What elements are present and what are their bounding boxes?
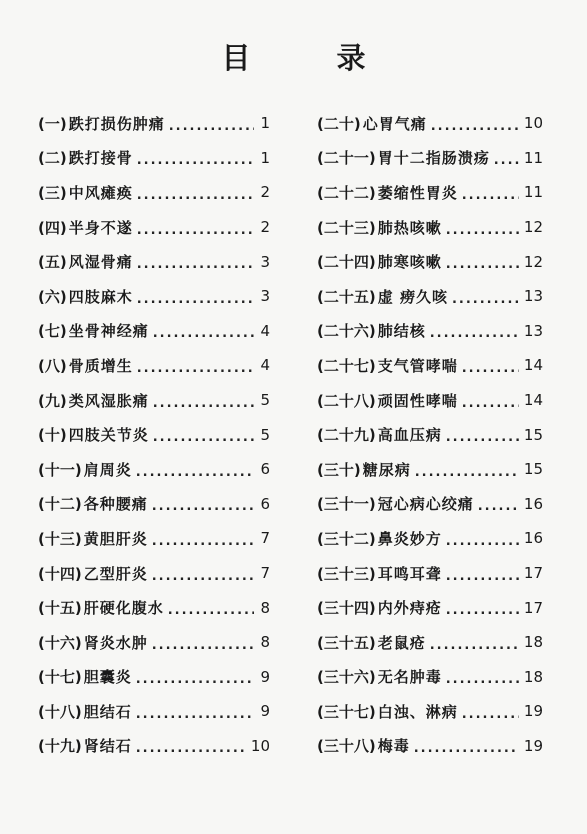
toc-entry-number: (三十): [317, 460, 361, 479]
toc-entry-title: 白浊、淋病: [377, 702, 458, 721]
toc-entry-page: 14: [523, 356, 543, 375]
toc-entry-number: (三十六): [317, 668, 376, 687]
toc-leader-dots: [446, 258, 519, 271]
toc-entry-page: 2: [260, 183, 270, 202]
toc-entry-page: 13: [523, 287, 543, 306]
toc-entry-page: 12: [523, 252, 543, 271]
toc-entry-title: 老鼠疮: [377, 633, 426, 652]
toc-entry: [38, 244, 270, 279]
toc-leader-dots: [137, 293, 254, 306]
toc-entry: [38, 210, 270, 245]
toc-entry-title: 肺寒咳嗽: [377, 253, 442, 272]
toc-entry-page: 18: [523, 633, 543, 652]
toc-entry-number: (三): [38, 183, 67, 202]
toc-leader-dots: [136, 466, 254, 479]
toc-entry-page: 12: [523, 218, 543, 237]
toc-entry: [317, 694, 543, 729]
toc-entry-page: 9: [260, 667, 270, 686]
toc-entry: [317, 521, 543, 556]
toc-entry-page: 6: [260, 494, 270, 513]
toc-entry-number: (二十八): [317, 391, 376, 410]
toc-leader-dots: [153, 397, 254, 410]
toc-entry-title: 支气管哮喘: [377, 356, 458, 375]
toc-entry: [38, 452, 270, 487]
toc-entry: [38, 694, 270, 729]
toc-entry-title: 骨质增生: [68, 356, 133, 375]
toc-entry-page: 6: [260, 460, 270, 479]
toc-entry-title: 肝硬化腹水: [83, 599, 164, 618]
toc-entry-page: 1: [260, 148, 270, 167]
toc-entry-page: 18: [523, 667, 543, 686]
toc-entry-title: 肺结核: [377, 322, 426, 341]
toc-entry-page: 5: [260, 425, 270, 444]
toc-leader-dots: [152, 570, 254, 583]
toc-entry-number: (二十六): [317, 322, 376, 341]
toc-leader-dots: [446, 570, 519, 583]
toc-entry-title: 胃十二指肠溃疡: [377, 149, 490, 168]
toc-entry-title: 跌打损伤肿痛: [68, 114, 165, 133]
page-title: 目 录: [221, 41, 404, 75]
toc-entry-number: (二十四): [317, 253, 376, 272]
toc-entry: [317, 348, 543, 383]
toc-entry-title: 糖尿病: [362, 460, 411, 479]
toc-leader-dots: [168, 604, 254, 617]
toc-entry-page: 17: [523, 598, 543, 617]
toc-entry-number: (二十九): [317, 426, 376, 445]
toc-entry-page: 17: [523, 564, 543, 583]
toc-entry-number: (三十五): [317, 633, 376, 652]
toc-entry-page: 3: [260, 252, 270, 271]
toc-entry-number: (二十七): [317, 356, 376, 375]
toc-entry-page: 7: [260, 564, 270, 583]
toc-entry-title: 顽固性哮喘: [377, 391, 458, 410]
toc-leader-dots: [152, 535, 254, 548]
toc-entry: [317, 487, 543, 522]
toc-entry-number: (二十一): [317, 149, 376, 168]
toc-entry-title: 冠心病心绞痛: [377, 495, 474, 514]
toc-entry-title: 四肢关节炎: [68, 426, 149, 445]
toc-leader-dots: [431, 120, 519, 133]
toc-entry-title: 乙型肝炎: [83, 564, 148, 583]
toc-column-right: [317, 106, 543, 763]
toc-leader-dots: [430, 639, 519, 652]
toc-leader-dots: [136, 708, 254, 721]
toc-entry-number: (二十二): [317, 183, 376, 202]
toc-leader-dots: [137, 362, 254, 375]
toc-entry-number: (十八): [38, 702, 82, 721]
toc-leader-dots: [446, 604, 519, 617]
toc-entry-number: (二): [38, 149, 67, 168]
toc-entry-title: 鼻炎妙方: [377, 529, 442, 548]
toc-entry: [38, 383, 270, 418]
toc-entry-title: 肾炎水肿: [83, 633, 148, 652]
toc-leader-dots: [462, 189, 519, 202]
toc-entry-page: 14: [523, 391, 543, 410]
toc-leader-dots: [169, 120, 254, 133]
toc-entry-page: 16: [523, 494, 543, 513]
toc-leader-dots: [137, 224, 254, 237]
toc-leader-dots: [446, 431, 519, 444]
toc-leader-dots: [153, 431, 254, 444]
toc-entry-number: (二十三): [317, 218, 376, 237]
toc-entry-number: (三十一): [317, 495, 376, 514]
toc-column-left: [38, 106, 270, 763]
toc-leader-dots: [430, 327, 519, 340]
toc-entry-number: (九): [38, 391, 67, 410]
toc-entry-number: (七): [38, 322, 67, 341]
toc-entry-page: 3: [260, 287, 270, 306]
toc-entry-title: 黄胆肝炎: [83, 529, 148, 548]
toc-entry-number: (六): [38, 287, 67, 306]
toc-entry-page: 19: [523, 702, 543, 721]
toc-leader-dots: [462, 397, 519, 410]
toc-entry: [38, 106, 270, 141]
toc-entry-number: (三十三): [317, 564, 376, 583]
toc-entry: [317, 175, 543, 210]
toc-entry: [38, 348, 270, 383]
toc-entry-number: (三十八): [317, 737, 376, 756]
toc-entry-page: 11: [523, 148, 543, 167]
toc-leader-dots: [137, 189, 254, 202]
toc-entry: [317, 590, 543, 625]
toc-entry-page: 15: [523, 460, 543, 479]
toc-leader-dots: [462, 708, 519, 721]
toc-leader-dots: [153, 327, 254, 340]
toc-leader-dots: [152, 639, 254, 652]
toc-entry-page: 15: [523, 425, 543, 444]
toc-entry-title: 类风湿胀痛: [68, 391, 149, 410]
toc-entry: [38, 521, 270, 556]
toc-entry: [317, 452, 543, 487]
toc-entry-title: 肩周炎: [83, 460, 132, 479]
toc-entry-number: (十二): [38, 495, 82, 514]
toc-entry: [317, 210, 543, 245]
toc-entry-title: 肾结石: [83, 737, 132, 756]
toc-leader-dots: [137, 154, 254, 167]
toc-entry-page: 5: [260, 391, 270, 410]
toc-entry: [38, 314, 270, 349]
toc-leader-dots: [136, 742, 247, 755]
toc-entry-page: 13: [523, 321, 543, 340]
toc-entry-page: 1: [260, 114, 270, 133]
toc-entry-title: 高血压病: [377, 426, 442, 445]
toc-entry: [38, 625, 270, 660]
toc-entry-number: (八): [38, 356, 67, 375]
toc-entry-page: 19: [523, 736, 543, 755]
toc-entry-number: (二十): [317, 114, 361, 133]
toc-entry-page: 8: [260, 633, 270, 652]
toc-entry-title: 四肢麻木: [68, 287, 133, 306]
toc-entry-page: 8: [260, 598, 270, 617]
toc-entry-page: 4: [260, 321, 270, 340]
toc-entry: [38, 660, 270, 695]
toc-entry: [317, 314, 543, 349]
toc-entry-title: 耳鸣耳聋: [377, 564, 442, 583]
toc-entry: [317, 383, 543, 418]
toc-entry-number: (十五): [38, 599, 82, 618]
toc-entry-number: (十): [38, 426, 67, 445]
toc-entry-title: 跌打接骨: [68, 149, 133, 168]
toc-entry-title: 梅毒: [377, 737, 410, 756]
toc-entry-page: 11: [523, 183, 543, 202]
toc-entry: [38, 590, 270, 625]
toc-entry-page: 9: [260, 702, 270, 721]
toc-entry: [38, 729, 270, 764]
toc-entry-title: 胆囊炎: [83, 668, 132, 687]
toc-leader-dots: [137, 258, 254, 271]
toc-leader-dots: [452, 293, 519, 306]
toc-leader-dots: [415, 466, 519, 479]
toc-entry-number: (三十四): [317, 599, 376, 618]
toc-entry-title: 风湿骨痛: [68, 253, 133, 272]
toc-entry: [38, 556, 270, 591]
toc-entry-title: 中风瘫痪: [68, 183, 133, 202]
toc-entry-number: (十四): [38, 564, 82, 583]
toc-entry-number: (三十七): [317, 702, 376, 721]
toc-entry: [317, 106, 543, 141]
toc-entry-number: (五): [38, 253, 67, 272]
toc-entry: [317, 244, 543, 279]
toc-entry: [38, 141, 270, 176]
toc-entry-number: (十七): [38, 668, 82, 687]
toc-entry-page: 7: [260, 529, 270, 548]
toc-leader-dots: [414, 742, 519, 755]
toc-leader-dots: [152, 500, 254, 513]
toc-leader-dots: [494, 154, 519, 167]
toc-entry: [317, 660, 543, 695]
toc-entry-page: 10: [523, 114, 543, 133]
toc-entry-page: 10: [250, 736, 270, 755]
toc-entry-number: (十六): [38, 633, 82, 652]
toc-entry: [38, 279, 270, 314]
toc-entry: [317, 729, 543, 764]
toc-entry-page: 4: [260, 356, 270, 375]
toc-entry-title: 坐骨神经痛: [68, 322, 149, 341]
toc-entry: [38, 417, 270, 452]
toc-leader-dots: [136, 673, 254, 686]
toc-entry-title: 半身不遂: [68, 218, 133, 237]
toc-entry-number: (十一): [38, 460, 82, 479]
toc-entry-number: (四): [38, 218, 67, 237]
toc-entry-number: (一): [38, 114, 67, 133]
toc-entry-number: (十三): [38, 529, 82, 548]
toc-entry-page: 2: [260, 218, 270, 237]
toc-entry: [317, 556, 543, 591]
toc-entry-title: 萎缩性胃炎: [377, 183, 458, 202]
toc-entry: [317, 141, 543, 176]
toc-leader-dots: [446, 535, 519, 548]
toc-entry-title: 胆结石: [83, 702, 132, 721]
toc-leader-dots: [446, 673, 519, 686]
toc-entry-title: 心胃气痛: [362, 114, 427, 133]
toc-entry: [317, 417, 543, 452]
toc-entry-title: 肺热咳嗽: [377, 218, 442, 237]
toc-entry: [317, 279, 543, 314]
toc-entry-title: 无名肿毒: [377, 668, 442, 687]
toc-entry-number: (十九): [38, 737, 82, 756]
toc-entry-title: 虚 痨久咳: [377, 287, 448, 306]
toc-leader-dots: [478, 500, 519, 513]
toc-entry: [317, 625, 543, 660]
toc-entry-title: 内外痔疮: [377, 599, 442, 618]
toc-entry-title: 各种腰痛: [83, 495, 148, 514]
toc-entry: [38, 487, 270, 522]
toc-entry: [38, 175, 270, 210]
toc-entry-number: (二十五): [317, 287, 376, 306]
toc-entry-number: (三十二): [317, 529, 376, 548]
toc-leader-dots: [446, 224, 519, 237]
toc-entry-page: 16: [523, 529, 543, 548]
toc-leader-dots: [462, 362, 519, 375]
